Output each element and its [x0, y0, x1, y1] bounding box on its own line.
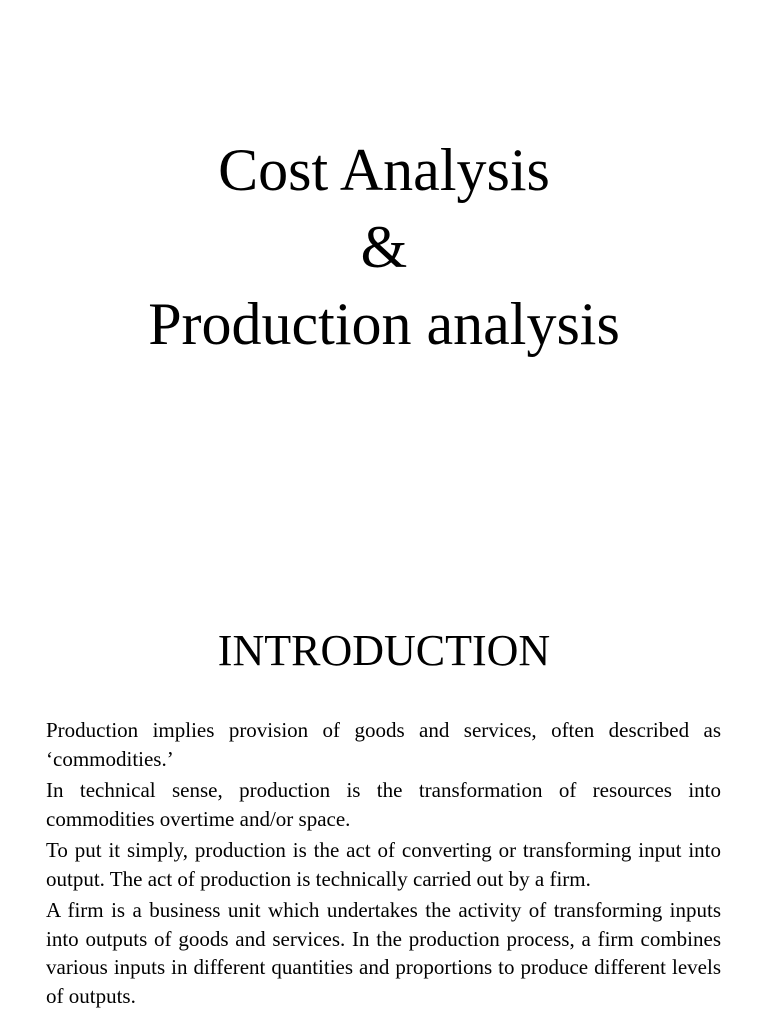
body-text	[46, 716, 721, 1013]
title-line-2: &	[360, 214, 408, 280]
section-heading: INTRODUCTION	[217, 626, 551, 675]
paragraph: A firm is a business unit which undertakes the activity of transforming inputs into outputs of goods and services. In the production process, a firm combines various inputs in different quantities and proportions to produce different levels of outputs.	[46, 898, 721, 1008]
paragraph: Production implies provision of goods and services, often described as ‘commodities.’	[46, 718, 721, 771]
title-line-3: Production analysis	[148, 291, 620, 357]
title-line-1: Cost Analysis	[218, 137, 550, 203]
paragraph: In technical sense, production is the transformation of resources into commodities overtime and/or space.	[46, 778, 721, 831]
slide-title	[0, 132, 768, 363]
paragraph: To put it simply, production is the act of converting or transforming input into output. The act of production is technically carried out by a firm.	[46, 838, 721, 891]
